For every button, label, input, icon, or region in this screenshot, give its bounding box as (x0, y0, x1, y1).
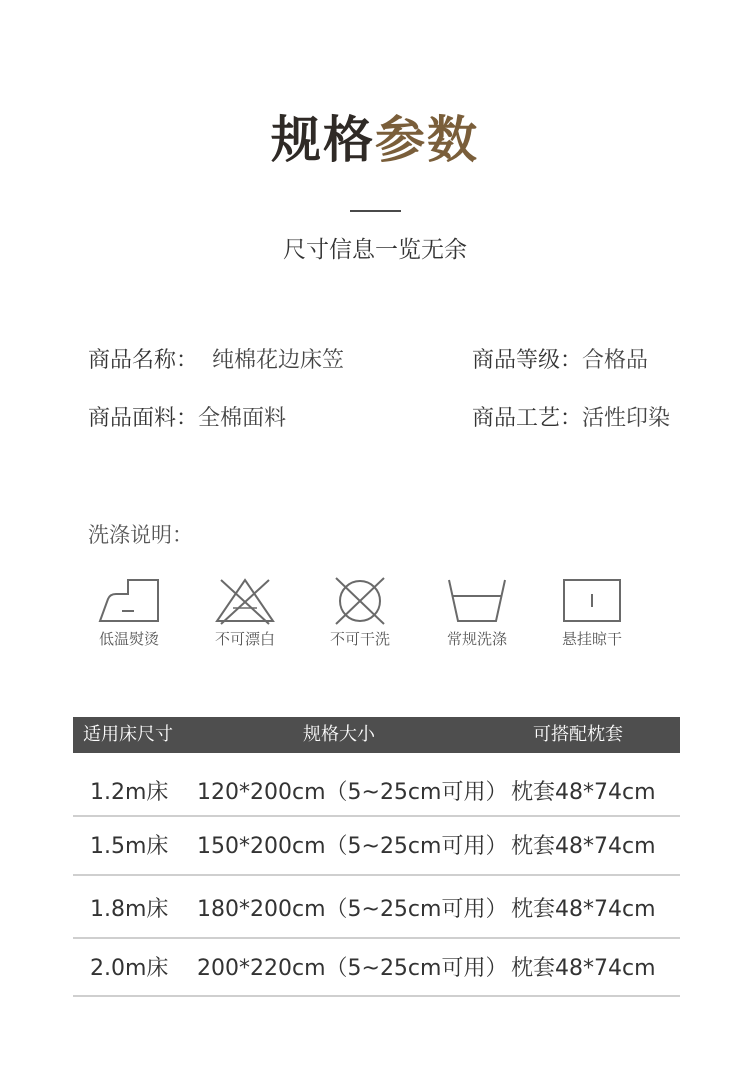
cell-pillow: 枕套48*74cm (511, 780, 656, 805)
info-product-name (88, 346, 344, 376)
wash-item-bleach (187, 574, 303, 650)
no-dry-clean-icon (327, 574, 393, 626)
wash-item-dryclean (302, 574, 418, 650)
info-product-grade (472, 346, 648, 376)
info-value: 全棉面料 (198, 406, 287, 431)
cell-bed: 2.0m床 (90, 956, 169, 981)
info-label: 商品面料： (88, 406, 199, 431)
table-header (73, 717, 680, 753)
table-row (73, 939, 680, 997)
info-value: 纯棉花边床笠 (212, 348, 345, 373)
cell-bed: 1.8m床 (90, 897, 169, 922)
cell-bed: 1.2m床 (90, 780, 169, 805)
iron-low-temp-icon (96, 574, 162, 626)
cell-pillow: 枕套48*74cm (511, 834, 656, 859)
title-part-1: 规格 (271, 111, 375, 169)
header-bed-size: 适用床尺寸 (83, 724, 173, 745)
cell-spec: 150*200cm（5~25cm可用） (197, 834, 508, 859)
cell-spec: 180*200cm（5~25cm可用） (197, 897, 508, 922)
info-value: 合格品 (582, 348, 649, 373)
info-product-fabric (88, 404, 286, 434)
info-label: 商品工艺： (472, 406, 583, 431)
normal-wash-icon (444, 574, 510, 626)
info-product-process (472, 404, 670, 434)
cell-bed: 1.5m床 (90, 834, 169, 859)
wash-item-iron (71, 574, 187, 650)
cell-pillow: 枕套48*74cm (511, 956, 656, 981)
page-title (0, 108, 750, 172)
info-label: 商品名称： (88, 348, 199, 373)
wash-item-normal-wash (419, 574, 535, 650)
info-label: 商品等级： (472, 348, 583, 373)
cell-spec: 120*200cm（5~25cm可用） (197, 780, 508, 805)
title-part-2: 参数 (375, 111, 479, 169)
table-row (73, 753, 680, 817)
wash-label: 常规洗涤 (446, 630, 507, 648)
hang-dry-icon (559, 574, 625, 626)
cell-pillow: 枕套48*74cm (511, 897, 656, 922)
no-bleach-icon (212, 574, 278, 626)
wash-label: 低温熨烫 (98, 630, 159, 648)
table-row (73, 876, 680, 939)
table-row (73, 817, 680, 876)
wash-label: 悬挂晾干 (561, 630, 622, 648)
header-spec-size: 规格大小 (303, 724, 375, 745)
wash-title: 洗涤说明： (88, 523, 193, 547)
title-divider (350, 210, 401, 212)
info-value: 活性印染 (582, 406, 671, 431)
size-table (73, 717, 680, 981)
wash-label: 不可漂白 (214, 630, 275, 648)
cell-spec: 200*220cm（5~25cm可用） (197, 956, 508, 981)
page-subtitle: 尺寸信息一览无余 (283, 237, 467, 263)
wash-item-hang-dry (534, 574, 650, 650)
header-pillowcase: 可搭配枕套 (533, 724, 623, 745)
wash-label: 不可干洗 (329, 630, 390, 648)
